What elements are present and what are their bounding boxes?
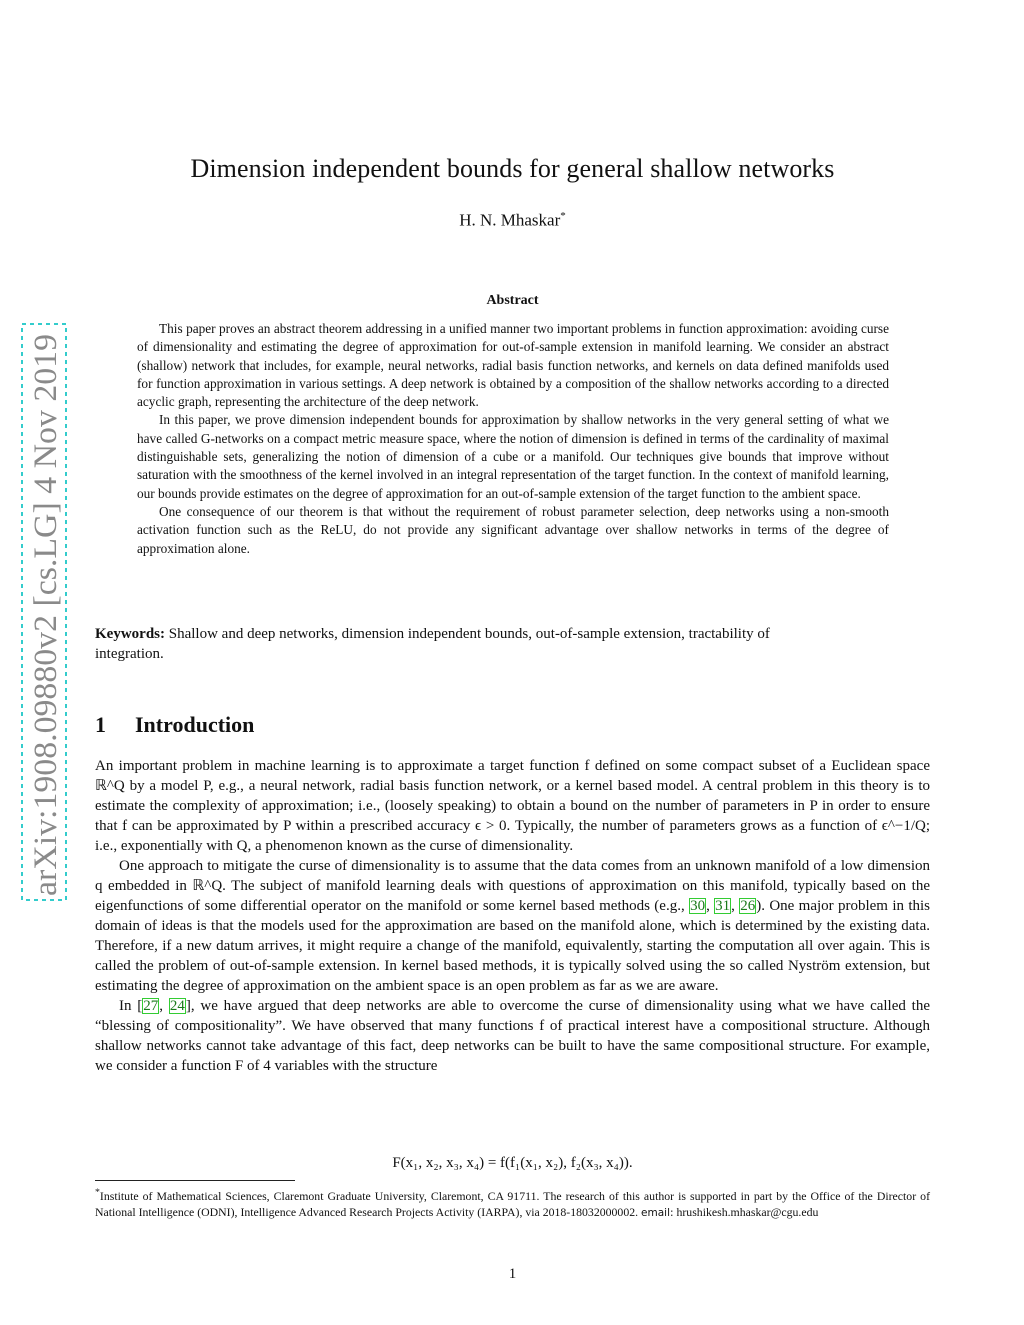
section-number: 1: [95, 712, 106, 737]
arxiv-stamp: [20, 322, 68, 902]
abstract-paragraph: One consequence of our theorem is that without the requirement of robust parameter selection, deep networks using a non-smooth activation function such as the ReLU, do not provide any significant advantage over shallow networks in terms of the degree of approximation alone.: [137, 503, 889, 556]
arxiv-stamp-text: arXiv:1908.09880v2 [cs.LG] 4 Nov 2019: [28, 347, 64, 896]
author-line: [95, 210, 930, 231]
introduction-body: [95, 756, 930, 1076]
email-label: email:: [641, 1206, 674, 1219]
citation-link[interactable]: 26: [740, 898, 756, 914]
footnote-mark: *: [95, 1187, 100, 1198]
abstract-paragraph: In this paper, we prove dimension independent bounds for approximation by shallow networks in the very general setting of what we have called G-networks on a compact metric measure space, where the notion of dimension is defined in terms of the cardinality of maximal distinguishable sets, generalizing the notion of dimension of a cube or a manifold. Our techniques give bounds that improve without saturation with the smoothness of the kernel involved in an integral representation of the target function. In the context of manifold learning, our bounds provide estimates on the degree of approximation for an out-of-sample extension of the target function to the ambient space.: [137, 412, 889, 501]
intro-p3-text-a: In: [119, 998, 138, 1014]
intro-p2-text-a: One approach to mitigate the curse of dimensionality is to assume that the data comes from an unknown manifold of a low dimension q embedded in ℝ^Q. The subject of manifold learning deals with questions of approximation on this manifold, typically based on the eigenfunctions of some differential operator on the manifold or some kernel based methods (e.g.,: [95, 858, 930, 914]
page-number: 1: [508, 1266, 517, 1282]
intro-p3-text-b: , we have argued that deep networks are able to overcome the curse of dimensionality using what we have called the “blessing of compositionality”. We have observed that many functions f of practical interest have a compositional structure. Although shallow networks cannot take advantage of this fact, deep networks can be built to have the same compositional structure. For example, we consider a function F of 4 variables with the structure: [95, 998, 930, 1074]
paper-title: Dimension independent bounds for general shallow networks: [190, 154, 835, 183]
footnote-rule: [95, 1180, 295, 1181]
footnote: [95, 1185, 930, 1221]
citation-link[interactable]: 31: [715, 898, 731, 914]
section-heading: [95, 712, 254, 738]
email-address[interactable]: hrushikesh.mhaskar@cgu.edu: [676, 1204, 819, 1219]
citation-link[interactable]: 30: [690, 898, 706, 914]
author-name: H. N. Mhaskar: [459, 210, 561, 230]
keywords-text: Shallow and deep networks, dimension independent bounds, out-of-sample extension, tractability of integration.: [95, 626, 770, 662]
keywords: [95, 624, 835, 664]
citation-link[interactable]: 24: [169, 998, 185, 1014]
display-equation: F(x₁, x₂, x₃, x₄) = f(f₁(x₁, x₂), f₂(x₃, x₄)).: [392, 1155, 633, 1171]
intro-paragraph-2: One approach to mitigate the curse of dimensionality is to assume that the data comes from an unknown manifold of a low dimension q embedded in ℝ^Q. The subject of manifold learning deals with questions of approximation on this manifold, typically based on the eigenfunctions of some differential operator on the manifold or some kernel based methods (e.g., 30, 31, 26). One major problem in this domain of ideas is that the models used for the approximation are based on the manifold alone, which is determined by the existing data. Therefore, if a new datum arrives, it might require a change of the manifold, equivalently, starting the computation all over again. This is called the problem of out-of-sample extension. In kernel based methods, it is typically solved using the so called Nyström extension, but estimating the degree of approximation on the ambient space is an open problem as far as we are aware.: [95, 858, 930, 994]
abstract: [137, 320, 889, 558]
author-footnote-mark[interactable]: *: [560, 210, 566, 222]
intro-p2-text-b: ). One major problem in this domain of ideas is that the models used for the approximation are based on the manifold alone, which is determined by the existing data. Therefore, if a new datum arrives, it might require a change of the manifold, equivalently, starting the computation all over again. This is called the problem of out-of-sample extension. In kernel based methods, it is typically solved using the so called Nyström extension, but estimating the degree of approximation on the ambient space is an open problem as far as we are aware.: [95, 898, 930, 994]
intro-paragraph-3: In [27, 24], we have argued that deep networks are able to overcome the curse of dimensionality using what we have called the “blessing of compositionality”. We have observed that many functions f of practical interest have a compositional structure. Although shallow networks cannot take advantage of this fact, deep networks can be built to have the same compositional structure. For example, we consider a function F of 4 variables with the structure: [95, 998, 930, 1074]
abstract-heading: Abstract: [486, 293, 539, 308]
abstract-paragraph: This paper proves an abstract theorem addressing in a unified manner two important problems in function approximation: avoiding curse of dimensionality and estimating the degree of approximation for out-of-sample extension in manifold learning. We consider an abstract (shallow) network that includes, for example, neural networks, radial basis function networks, and kernels on data defined manifolds used for function approximation in various settings. A deep network is obtained by a composition of the shallow networks according to a directed acyclic graph, representing the architecture of the deep network.: [137, 321, 889, 410]
citation-link[interactable]: 27: [143, 998, 159, 1014]
footnote-text: Institute of Mathematical Sciences, Claremont Graduate University, Claremont, CA 91711. The research of this author is supported in part by the Office of the Director of National Intelligence (ODNI), Intelligence Advanced Research Projects Activity (IARPA), via 2018-18032000002.: [95, 1188, 930, 1219]
section-title: Introduction: [135, 712, 255, 737]
intro-paragraph-1: An important problem in machine learning is to approximate a target function f defined on some compact subset of a Euclidean space ℝ^Q by a model P, e.g., a neural network, radial basis function network, or a kernel based model. A central problem in this theory is to estimate the complexity of approximation; i.e., (loosely speaking) to obtain a bound on the number of parameters in P in order to ensure that f can be approximated by P within a prescribed accuracy ϵ > 0. Typically, the number of parameters grows as a function of ϵ^−1/Q; i.e., exponentially with Q, a phenomenon known as the curse of dimensionality.: [95, 758, 930, 854]
keywords-label: Keywords:: [95, 626, 165, 642]
